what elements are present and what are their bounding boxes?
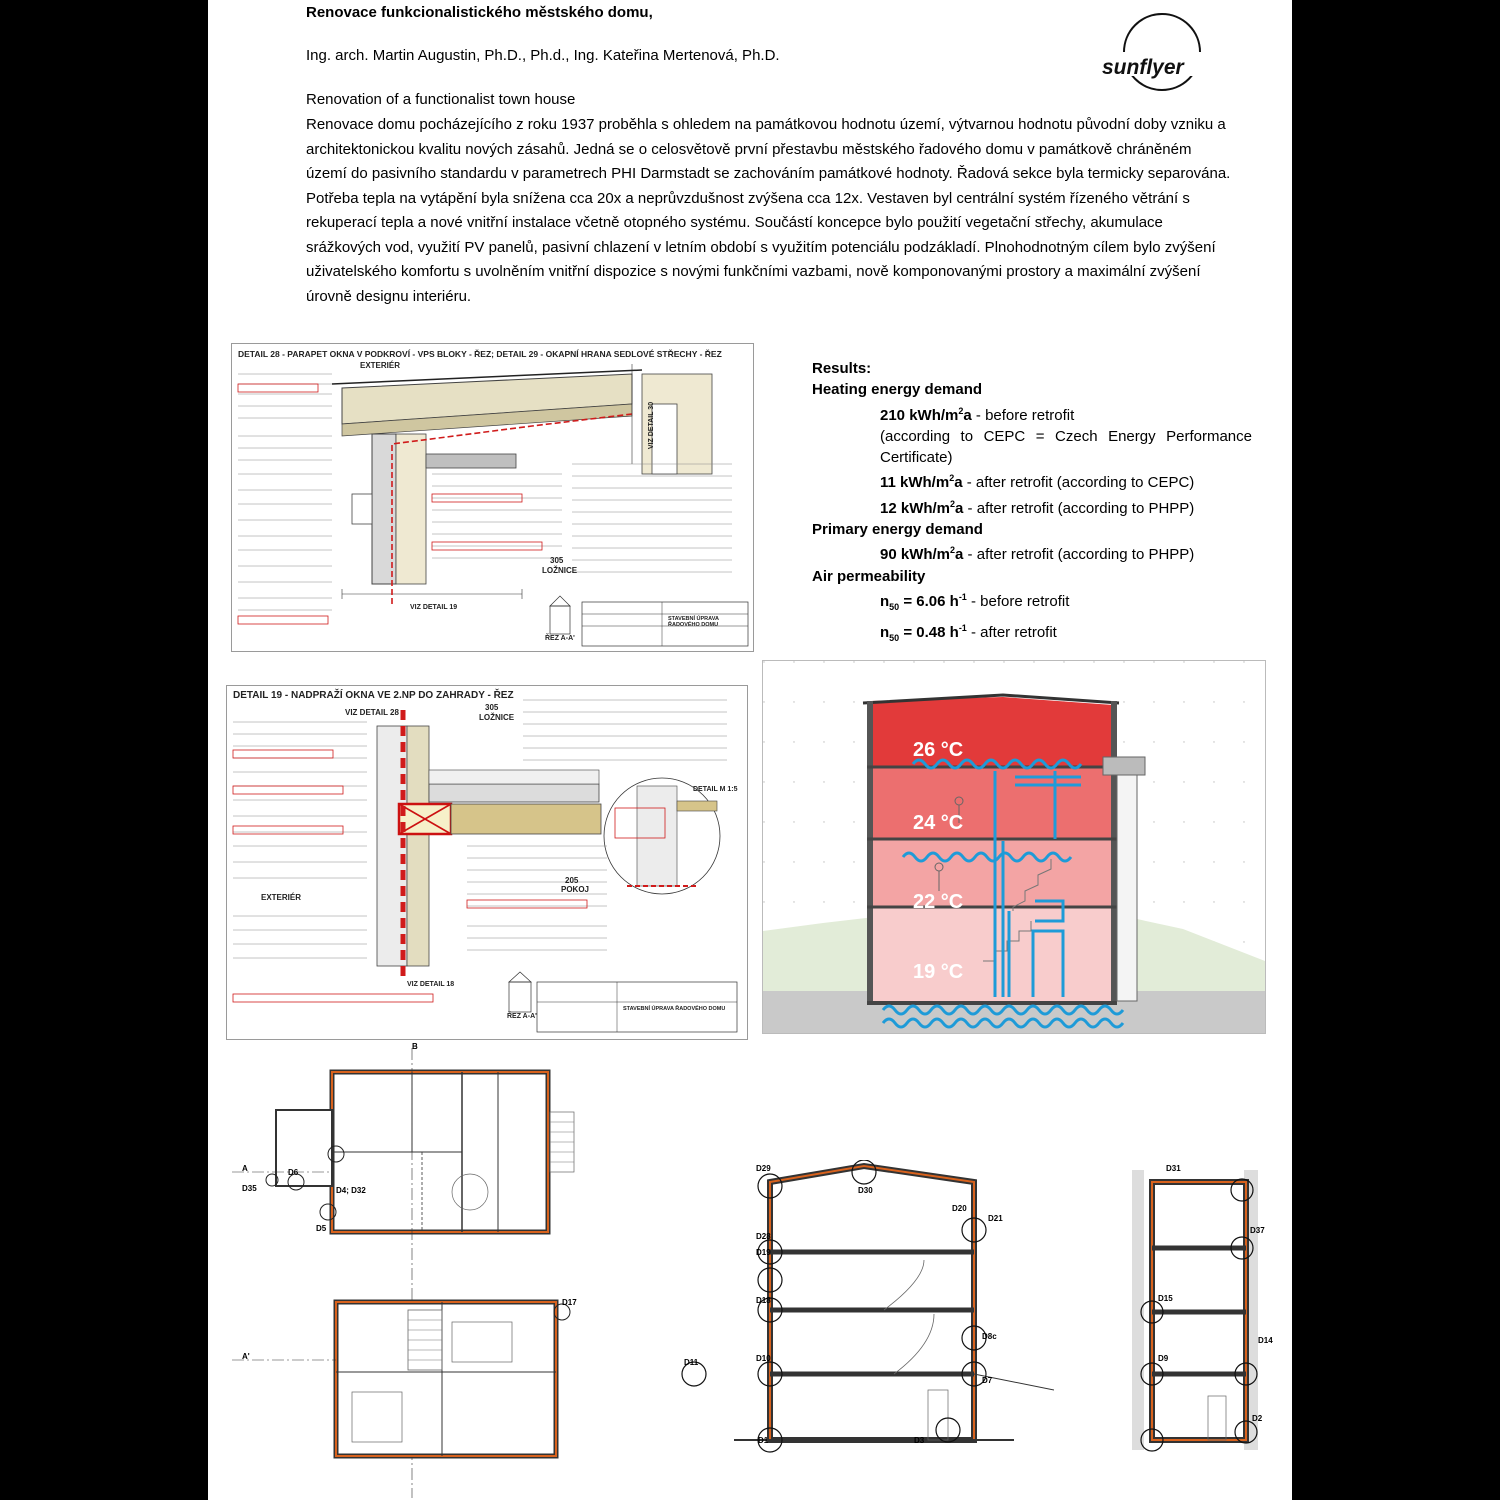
heating-after-cepc-value: 11 kWh/$m^2a$ — [880, 473, 963, 492]
detail-19-scale: DETAIL M 1:5 — [693, 786, 738, 793]
detail-19-room2-number: 205 — [565, 876, 579, 885]
long-label-d29: D29 — [756, 1164, 771, 1173]
n50-before-value: $n_{50} = 6.06$ $h^{-1}$ — [880, 591, 967, 612]
long-label-d8c: D8c — [982, 1332, 997, 1341]
detail-19-exterior: EXTERIÉR — [261, 893, 302, 902]
detail-19-ref-28: VIZ DETAIL 28 — [345, 708, 399, 717]
detail-28-29-drawing — [231, 343, 754, 652]
detail-19-stamp: STAVEBNÍ ÚPRAVA ŘADOVÉHO DOMU — [623, 1006, 726, 1012]
cross-label-d9: D9 — [1158, 1354, 1169, 1363]
temp-label-ground: 19 °C — [913, 961, 964, 983]
detail-19-room2-name: POKOJ — [561, 885, 590, 894]
detail-28-stamp: STAVEBNÍ ÚPRAVA ŘADOVÉHO DOMU — [668, 616, 719, 628]
long-label-d3: D3 — [914, 1436, 925, 1445]
long-label-d7: D7 — [982, 1376, 993, 1385]
detail-19-ref-18: VIZ DETAIL 18 — [407, 981, 455, 988]
detail-28-lines — [232, 344, 753, 651]
temp-label-top: 26 °C — [913, 739, 964, 761]
plan-label-b: B — [412, 1042, 418, 1051]
plan-label-d5: D5 — [316, 1224, 327, 1233]
detail-28-ref-19: VIZ DETAIL 19 — [410, 604, 458, 611]
detail-19-section-label: ŘEZ A-A' — [507, 1013, 537, 1020]
plan-label-a2: A' — [242, 1352, 250, 1361]
detail-28-title: DETAIL 28 - PARAPET OKNA V PODKROVÍ - VPS BLOKY - ŘEZ; DETAIL 29 - OKAPNÍ HRANA SEDLOVÉ STŘECHY - ŘEZ — [238, 349, 722, 359]
long-label-d11: D11 — [684, 1358, 699, 1367]
cross-section — [1122, 1160, 1282, 1480]
detail-19-title: DETAIL 19 - NADPRAŽÍ OKNA VE 2.NP DO ZAHRADY - ŘEZ — [233, 690, 514, 701]
detail-28-section-label: ŘEZ A-A' — [545, 635, 575, 642]
cross-section-svg — [1122, 1160, 1282, 1480]
poster-subtitle-en: Renovation of a functionalist town house — [306, 91, 576, 108]
cross-label-d37: D37 — [1250, 1226, 1265, 1235]
heating-before-value: 210 kWh/$m^2a$ — [880, 405, 972, 424]
heating-after-phpp: 12 kWh/$m^2a$ - after retrofit (according to PHPP) — [880, 498, 1195, 517]
longitudinal-section — [674, 1160, 1054, 1480]
detail-28-ref-30: VIZ DETAIL 30 — [648, 401, 656, 450]
plan-label-a: A — [242, 1164, 248, 1173]
cross-label-d14: D14 — [1258, 1336, 1273, 1345]
heating-note: (according to CEPC = Czech Energy Performance Certificate) — [880, 427, 1252, 467]
plan-label-d17: D17 — [562, 1298, 577, 1307]
primary-after: 90 kWh/$m^2a$ - after retrofit (according to PHPP) — [880, 545, 1195, 564]
thermal-section — [762, 660, 1266, 1034]
primary-value: 90 kWh/$m^2a$ — [880, 545, 964, 564]
sunflyer-logo — [1096, 8, 1214, 92]
floor-plans-svg — [232, 1042, 602, 1498]
primary-heading: Primary energy demand — [812, 521, 983, 539]
results-heading: Results: — [812, 360, 872, 377]
n50-after-value: $n_{50} = 0.48$ $h^{-1}$ — [880, 623, 967, 644]
thermal-section-svg — [763, 661, 1265, 1033]
detail-28-room-number: 305 — [550, 556, 564, 565]
temp-label-first: 22 °C — [913, 891, 964, 913]
long-label-d19: D19 — [756, 1248, 771, 1257]
heating-after-cepc: 11 kWh/$m^2a$ - after retrofit (according to CEPC) — [880, 473, 1195, 492]
cross-label-d2: D2 — [1252, 1414, 1263, 1423]
long-label-d30: D30 — [858, 1186, 873, 1195]
cross-label-d31: D31 — [1166, 1164, 1181, 1173]
long-label-d18: D18 — [756, 1296, 771, 1305]
heating-heading: Heating energy demand — [812, 381, 983, 399]
detail-19-room-number: 305 — [485, 703, 499, 712]
long-label-d28: D28 — [756, 1232, 771, 1241]
long-label-d10: D10 — [756, 1354, 771, 1363]
plan-label-d35: D35 — [242, 1184, 257, 1193]
air-heading: Air permeability — [812, 567, 926, 585]
poster-authors: Ing. arch. Martin Augustin, Ph.D., Ph.d., Ing. Kateřina Mertenová, Ph.D. — [306, 47, 780, 64]
temp-label-second: 24 °C — [913, 812, 964, 834]
detail-19-lines — [227, 686, 747, 1039]
long-label-d1: D1 — [758, 1436, 769, 1445]
longitudinal-section-svg — [674, 1160, 1054, 1480]
poster-abstract: Renovace domu pocházejícího z roku 1937 proběhla s ohledem na památkovou hodnotu území, výtvarnou hodnotu původní doby vzniku a architektonickou kvalitu nových zásahů. Jedná se o celosvětově první přestavbu městského řadového domu v památkově chráněném území do pasivního standardu v parametrech PHI Darmstadt se zachováním památkové hodnoty. Řadová sekce byla termicky separována. Potřeba tepla na vytápění byla snížena cca 20x a neprůvzdušnost zvýšena cca 12x. Vestaven byl centrální systém řízeného větrání s rekuperací tepla a nové vnitřní instalace včetně otopného systému. Součástí koncepce bylo použití vegetační střechy, akumulace srážkových vod, využití PV panelů, pasivní chlazení v letním období s využitím potenciálu podzákladí. Plnohodnotným cílem bylo zvýšení uživatelského komfortu s uvolněním vnitřní dispozice s novými funkčními vazbami, nově komponovanými prostory a maximální zvýšení úrovně designu interiéru. — [306, 116, 1231, 305]
cross-label-d15: D15 — [1158, 1294, 1173, 1303]
n50-after: $n_{50} = 0.48$ $h^{-1}$ - after retrofit — [880, 623, 1057, 644]
detail-19-room-name: LOŽNICE — [479, 713, 515, 722]
poster-sheet — [208, 0, 1292, 1500]
heating-after-phpp-value: 12 kWh/$m^2a$ — [880, 498, 964, 517]
plan-label-d4: D4; D32 — [336, 1186, 366, 1195]
detail-19-drawing — [226, 685, 748, 1040]
n50-before: $n_{50} = 6.06$ $h^{-1}$ - before retrofit — [880, 591, 1070, 612]
heating-before: 210 kWh/$m^2a$ - before retrofit — [880, 405, 1075, 424]
detail-28-room-name: LOŽNICE — [542, 566, 578, 575]
floor-plans — [232, 1042, 602, 1498]
results-panel — [812, 358, 1252, 650]
logo-text: sunflyer — [1102, 56, 1184, 79]
detail-28-exterior: EXTERIÉR — [360, 361, 401, 370]
long-label-d21: D21 — [988, 1214, 1003, 1223]
plan-label-d6: D6 — [288, 1168, 299, 1177]
poster-title: Renovace funkcionalistického městského domu, — [306, 4, 653, 21]
long-label-d20: D20 — [952, 1204, 967, 1213]
